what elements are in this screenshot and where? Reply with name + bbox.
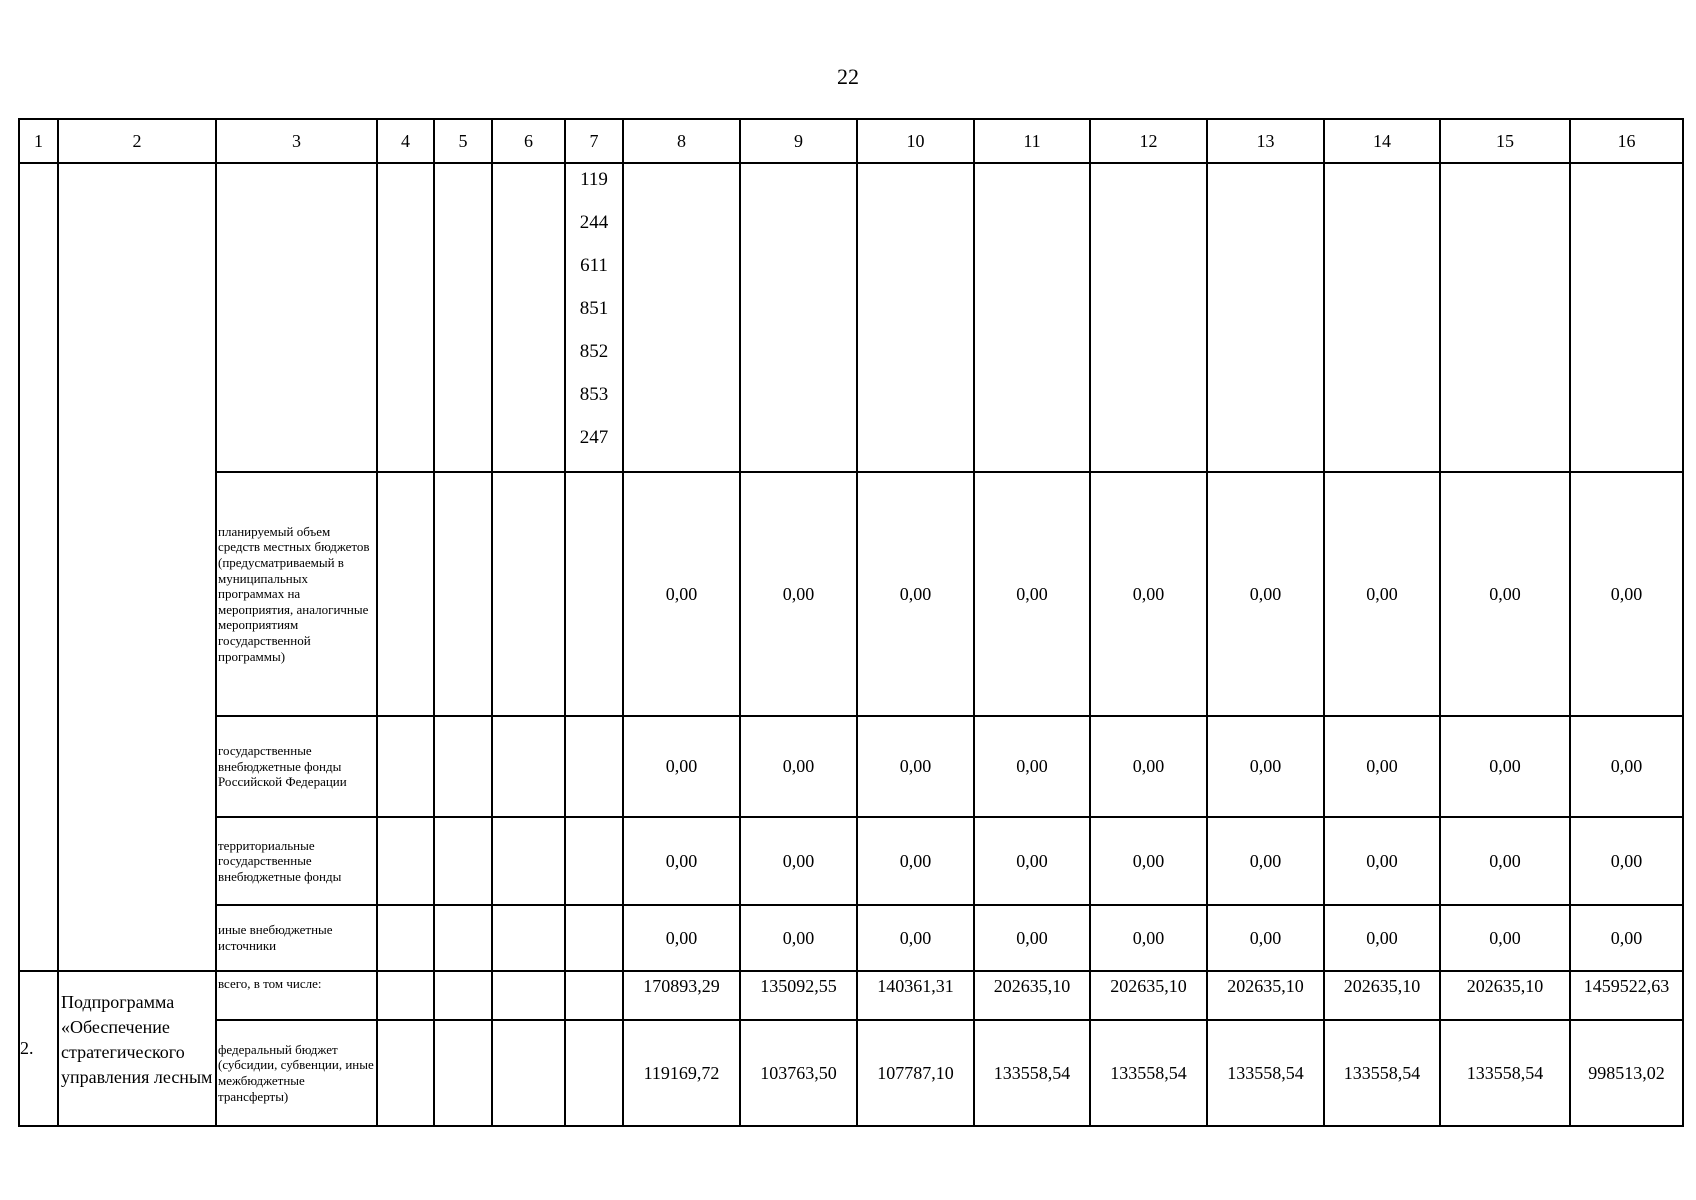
- value-cell: 0,00: [623, 472, 740, 716]
- header-cell: 13: [1207, 119, 1324, 163]
- cell: [1090, 163, 1207, 472]
- cell: [974, 163, 1090, 472]
- cell: [377, 472, 434, 716]
- value-cell: 0,00: [740, 716, 857, 817]
- value-cell: 0,00: [857, 905, 974, 971]
- description-cell: всего, в том числе:: [216, 971, 377, 1020]
- row-number-cell: [19, 163, 58, 971]
- value-cell: 0,00: [857, 817, 974, 905]
- value-cell: 0,00: [1440, 905, 1570, 971]
- cell: [857, 163, 974, 472]
- value-cell: 0,00: [740, 905, 857, 971]
- value-cell: 0,00: [1324, 905, 1440, 971]
- value-cell: 0,00: [1090, 817, 1207, 905]
- value-cell: 0,00: [857, 472, 974, 716]
- cell: [1207, 163, 1324, 472]
- expense-code: 119: [580, 169, 608, 190]
- header-row: [19, 119, 1683, 163]
- value-cell: 133558,54: [1440, 1020, 1570, 1126]
- table-row: [19, 1020, 1683, 1126]
- value-cell: 170893,29: [623, 971, 740, 1020]
- value-cell: 0,00: [740, 472, 857, 716]
- cell: [377, 716, 434, 817]
- value-cell: 133558,54: [1207, 1020, 1324, 1126]
- cell: [434, 817, 492, 905]
- cell: [377, 1020, 434, 1126]
- expense-code: 611: [580, 255, 608, 276]
- cell: [492, 716, 565, 817]
- cell: [565, 817, 623, 905]
- description-cell: государственные внебюджетные фонды Российской Федерации: [216, 716, 377, 817]
- header-cell: 7: [565, 119, 623, 163]
- expense-codes-cell: [565, 163, 623, 472]
- cell: [1570, 163, 1683, 472]
- value-cell: 0,00: [1207, 472, 1324, 716]
- expense-code: 244: [579, 212, 609, 233]
- value-cell: 133558,54: [1324, 1020, 1440, 1126]
- value-cell: 0,00: [1090, 472, 1207, 716]
- value-cell: 0,00: [740, 817, 857, 905]
- value-cell: 0,00: [1207, 817, 1324, 905]
- description-cell: планируемый объем средств местных бюджетов (предусматриваемый в муниципальных программах на мероприятия, аналогичные мероприятиям государственной программы): [216, 472, 377, 716]
- cell: [377, 971, 434, 1020]
- value-cell: 998513,02: [1570, 1020, 1683, 1126]
- cell: [623, 163, 740, 472]
- value-cell: 0,00: [623, 716, 740, 817]
- value-cell: 133558,54: [1090, 1020, 1207, 1126]
- value-cell: 202635,10: [1440, 971, 1570, 1020]
- header-cell: 14: [1324, 119, 1440, 163]
- value-cell: 0,00: [1570, 817, 1683, 905]
- cell: [1440, 163, 1570, 472]
- header-cell: 1: [19, 119, 58, 163]
- value-cell: 0,00: [1440, 472, 1570, 716]
- value-cell: 0,00: [1570, 905, 1683, 971]
- cell: [565, 971, 623, 1020]
- subprogram-name-cell: Подпрограмма «Обеспечение стратегического управления лесным: [58, 971, 216, 1126]
- table-row: [19, 472, 1683, 716]
- value-cell: 202635,10: [1090, 971, 1207, 1020]
- header-cell: 10: [857, 119, 974, 163]
- page-number: 22: [837, 64, 859, 89]
- header-cell: 4: [377, 119, 434, 163]
- value-cell: 0,00: [1324, 716, 1440, 817]
- cell: [740, 163, 857, 472]
- header-cell: 5: [434, 119, 492, 163]
- value-cell: 0,00: [1570, 472, 1683, 716]
- value-cell: 0,00: [623, 905, 740, 971]
- header-cell: 8: [623, 119, 740, 163]
- value-cell: 0,00: [1207, 905, 1324, 971]
- cell: [565, 716, 623, 817]
- value-cell: 202635,10: [1324, 971, 1440, 1020]
- value-cell: 119169,72: [623, 1020, 740, 1126]
- header-cell: 2: [58, 119, 216, 163]
- cell: [492, 1020, 565, 1126]
- budget-table: [18, 118, 1684, 1127]
- description-cell: иные внебюджетные источники: [216, 905, 377, 971]
- cell: [565, 472, 623, 716]
- value-cell: 0,00: [1324, 817, 1440, 905]
- name-cell: [58, 163, 216, 971]
- table-row: [19, 163, 1683, 472]
- header-cell: 16: [1570, 119, 1683, 163]
- cell: [377, 817, 434, 905]
- description-cell: федеральный бюджет (субсидии, субвенции, иные межбюджетные трансферты): [216, 1020, 377, 1126]
- header-cell: 12: [1090, 119, 1207, 163]
- value-cell: 140361,31: [857, 971, 974, 1020]
- header-cell: 3: [216, 119, 377, 163]
- table-row: [19, 817, 1683, 905]
- value-cell: 0,00: [974, 817, 1090, 905]
- cell: [492, 817, 565, 905]
- header-cell: 15: [1440, 119, 1570, 163]
- header-cell: 6: [492, 119, 565, 163]
- description-cell: территориальные государственные внебюджетные фонды: [216, 817, 377, 905]
- value-cell: 0,00: [623, 817, 740, 905]
- description-cell: [216, 163, 377, 472]
- value-cell: 202635,10: [1207, 971, 1324, 1020]
- value-cell: 0,00: [1440, 817, 1570, 905]
- cell: [492, 472, 565, 716]
- value-cell: 0,00: [857, 716, 974, 817]
- value-cell: 0,00: [1324, 472, 1440, 716]
- cell: [434, 163, 492, 472]
- cell: [492, 971, 565, 1020]
- cell: [565, 905, 623, 971]
- cell: [565, 1020, 623, 1126]
- cell: [434, 472, 492, 716]
- table-row: [19, 971, 1683, 1020]
- value-cell: 107787,10: [857, 1020, 974, 1126]
- cell: [377, 163, 434, 472]
- table-row: [19, 716, 1683, 817]
- cell: [434, 905, 492, 971]
- value-cell: 0,00: [974, 472, 1090, 716]
- expense-code: 853: [579, 384, 609, 405]
- value-cell: 0,00: [974, 905, 1090, 971]
- row-number-cell: 2.: [19, 971, 58, 1126]
- header-cell: 9: [740, 119, 857, 163]
- expense-code: 852: [579, 341, 609, 362]
- expense-code: 851: [579, 298, 609, 319]
- value-cell: 1459522,63: [1570, 971, 1683, 1020]
- header-cell: 11: [974, 119, 1090, 163]
- value-cell: 133558,54: [974, 1020, 1090, 1126]
- cell: [1324, 163, 1440, 472]
- value-cell: 0,00: [1207, 716, 1324, 817]
- value-cell: 202635,10: [974, 971, 1090, 1020]
- cell: [434, 716, 492, 817]
- cell: [492, 163, 565, 472]
- cell: [377, 905, 434, 971]
- table-row: [19, 905, 1683, 971]
- cell: [492, 905, 565, 971]
- value-cell: 0,00: [1090, 905, 1207, 971]
- value-cell: 0,00: [1090, 716, 1207, 817]
- value-cell: 0,00: [1440, 716, 1570, 817]
- cell: [434, 971, 492, 1020]
- expense-code: 247: [579, 427, 609, 448]
- value-cell: 0,00: [974, 716, 1090, 817]
- value-cell: 135092,55: [740, 971, 857, 1020]
- cell: [434, 1020, 492, 1126]
- value-cell: 0,00: [1570, 716, 1683, 817]
- value-cell: 103763,50: [740, 1020, 857, 1126]
